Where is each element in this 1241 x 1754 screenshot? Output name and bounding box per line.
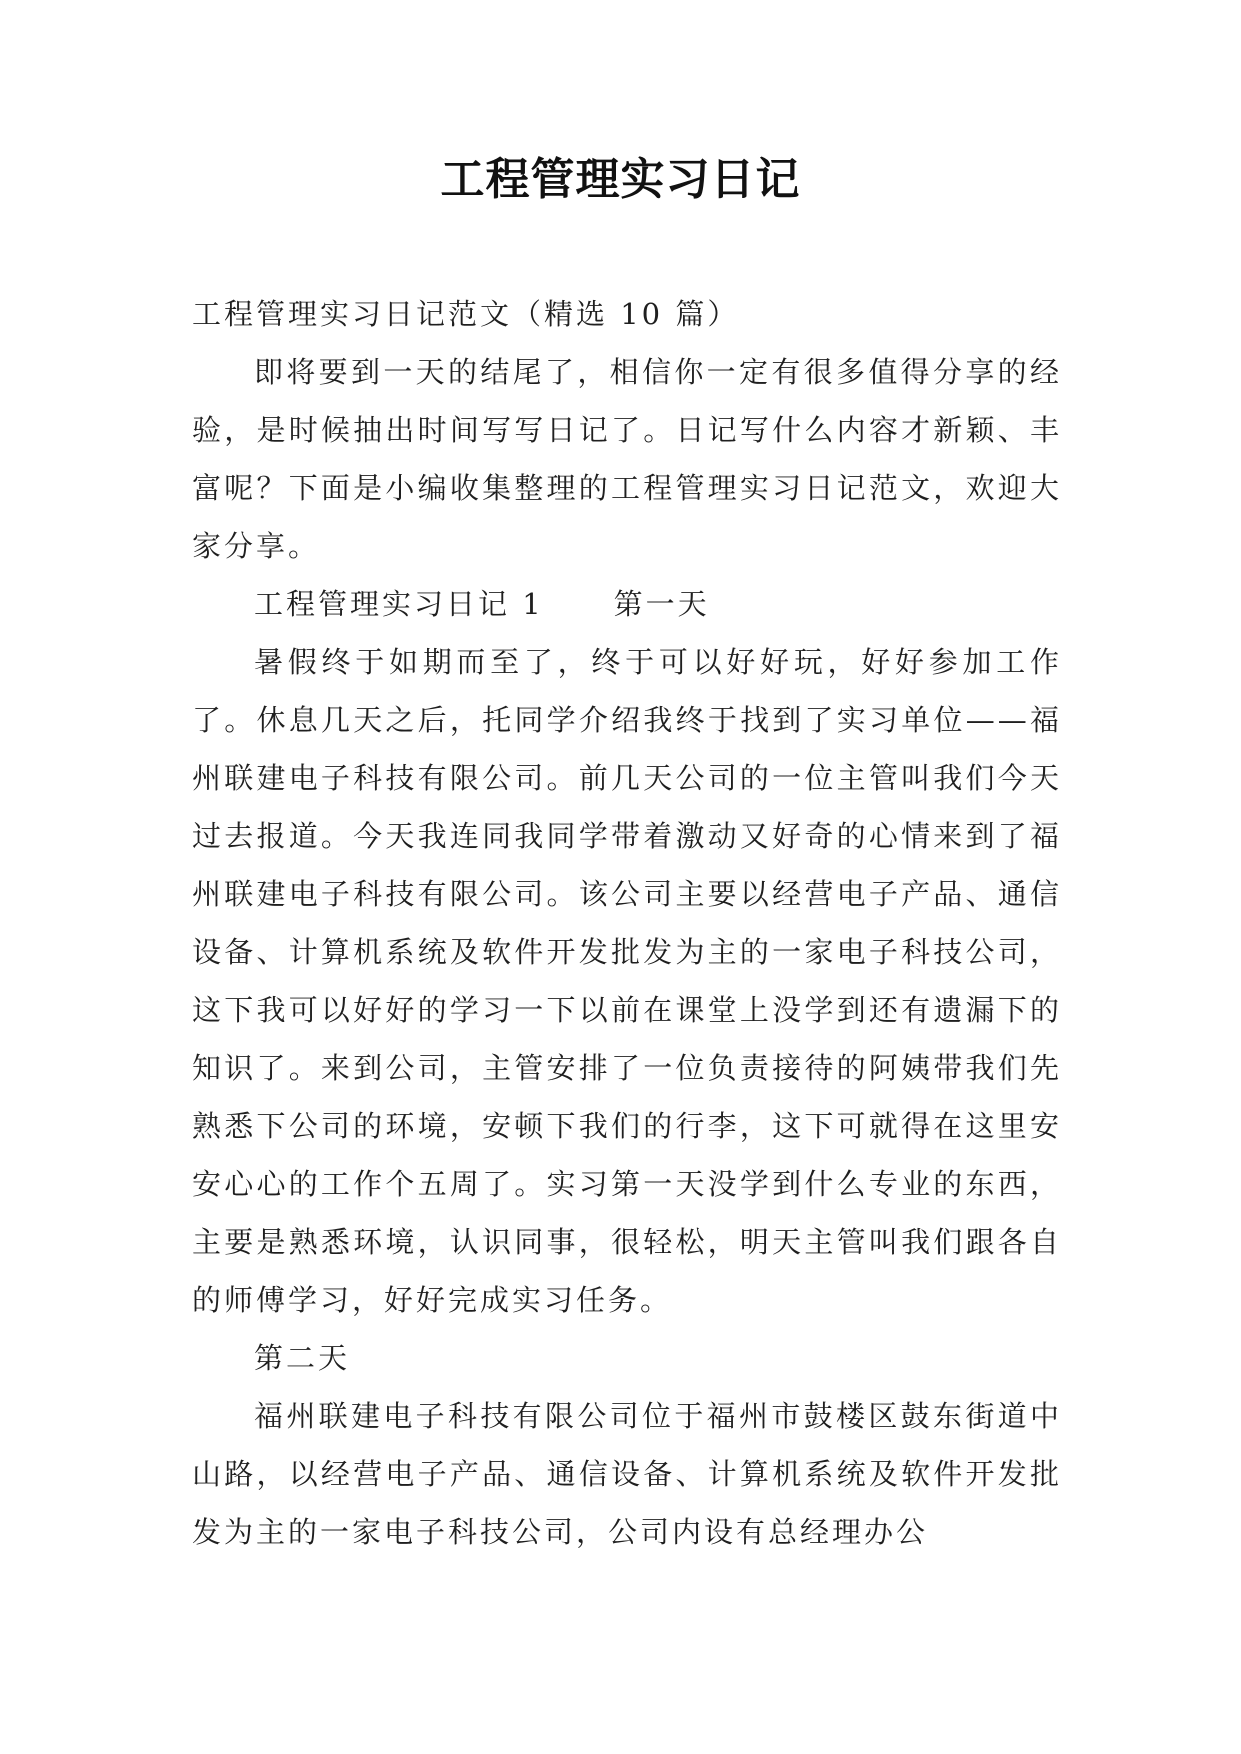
document-subtitle: 工程管理实习日记范文（精选 10 篇） [192, 297, 740, 331]
entry-1-heading-line [192, 575, 1062, 633]
entry-1-heading: 工程管理实习日记 1 [254, 587, 544, 621]
intro-paragraph: 即将要到一天的结尾了，相信你一定有很多值得分享的经验，是时候抽出时间写写日记了。日记写什么内容才新颖、丰富呢？下面是小编收集整理的工程管理实习日记范文，欢迎大家分享。 [192, 355, 1062, 563]
entry-1-day-label: 第一天 [613, 587, 710, 621]
document-title: 工程管理实习日记 [440, 154, 801, 205]
entry-1-paragraph: 暑假终于如期而至了，终于可以好好玩，好好参加工作了。休息几天之后，托同学介绍我终于找到了实习单位——福州联建电子科技有限公司。前几天公司的一位主管叫我们今天过去报道。今天我连同我同学带着激动又好奇的心情来到了福州联建电子科技有限公司。该公司主要以经营电子产品、通信设备、计算机系统及软件开发批发为主的一家电子科技公司，这下我可以好好的学习一下以前在课堂上没学到还有遗漏下的知识了。来到公司，主管安排了一位负责接待的阿姨带我们先熟悉下公司的环境，安顿下我们的行李，这下可就得在这里安安心心的工作个五周了。实习第一天没学到什么专业的东西，主要是熟悉环境，认识同事，很轻松，明天主管叫我们跟各自的师傅学习，好好完成实习任务。 [192, 645, 1062, 1317]
document-body [192, 285, 1062, 1561]
day-2-heading: 第二天 [254, 1341, 351, 1375]
day-2-paragraph: 福州联建电子科技有限公司位于福州市鼓楼区鼓东街道中山路，以经营电子产品、通信设备、计算机系统及软件开发批发为主的一家电子科技公司，公司内设有总经理办公 [192, 1399, 1062, 1549]
